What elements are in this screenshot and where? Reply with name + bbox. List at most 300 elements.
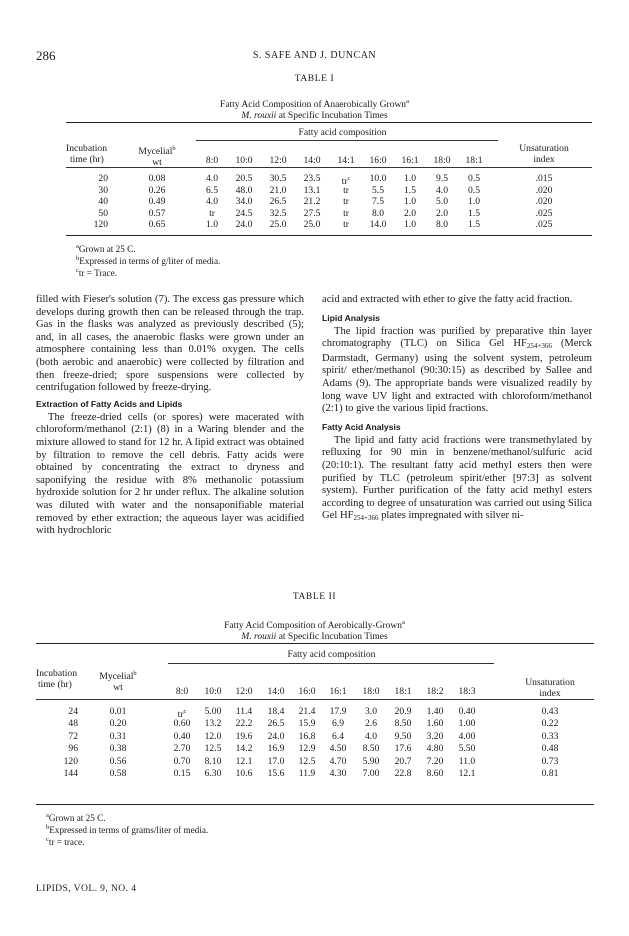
- footnote-text: tr = Trace.: [78, 268, 117, 279]
- footnote-marker: b: [46, 824, 50, 831]
- table-1-cell-text: 20.5: [235, 173, 253, 184]
- table-2-cell-sup: c: [183, 708, 187, 715]
- right-heading-lipid-analysis: Lipid Analysis: [322, 312, 380, 323]
- table-2-cell: [36, 768, 78, 779]
- table-2-cell-text: 0.15: [173, 768, 191, 779]
- table-1-cell: [362, 208, 394, 219]
- table-1-cell: [66, 185, 108, 196]
- table-2-cell: [197, 756, 229, 767]
- table-1-cell: [196, 173, 228, 184]
- table-2-col-incubation-l1: Incubation: [36, 668, 78, 679]
- table-2-cell: [36, 731, 78, 742]
- table-2-cell: [197, 743, 229, 754]
- table-1-col-incubation-l2: time (hr): [70, 154, 104, 165]
- table-1-cell: [228, 208, 260, 219]
- table-2-cell: [260, 718, 292, 729]
- table-1-cell-text: 5.5: [372, 184, 384, 196]
- table-1-cell-text: 25.0: [303, 219, 321, 230]
- table-1-cell: [330, 208, 362, 219]
- table-2-cell-text: 16.8: [298, 730, 316, 742]
- table-2-cell: [260, 743, 292, 754]
- table-1-cell-text: 30.5: [269, 173, 287, 184]
- table-2-cell-text: 0.60: [173, 718, 191, 730]
- table-1-cell: [330, 219, 362, 230]
- table-2-cell: [260, 756, 292, 767]
- table-2-cell: [228, 718, 260, 729]
- table-2-col-mycelial: [90, 668, 146, 693]
- table-2-cell-text: 6.9: [332, 718, 344, 730]
- table-1-cell-text: 0.08: [148, 173, 166, 184]
- right-p2-part-b: (Merck Darmstadt, Germany) using the solvent system, petroleum spirit/ ether/methanol (90:30:15) as described by Sallee and Adams (9). The appropriate bands were visualized readily by long wave UV light and extracted with chloroform/methanol (2:1) to give the various lipid fractions.: [322, 338, 592, 415]
- table-1-acid-header-text: 16:1: [401, 155, 419, 166]
- table-1-cell: [426, 173, 458, 184]
- table-1-col-incubation: [66, 143, 107, 165]
- footnote-text: Grown at 25 C.: [78, 244, 136, 255]
- table-1-cell-text: 1.0: [206, 219, 218, 230]
- table-2-cell: [166, 731, 198, 742]
- table-1-cell-text: tr: [343, 184, 349, 196]
- table-1-cell: [330, 196, 362, 207]
- right-p2-part-a: The lipid fraction was purified by preparative thin layer chromatography (TLC) on Silica Gel HF: [322, 325, 592, 350]
- table-2-col-mycelial-sup: b: [133, 670, 137, 677]
- table-2-cell: [197, 706, 229, 717]
- table-2-cell-text: 2.6: [365, 718, 377, 730]
- table-1-cell: [262, 208, 294, 219]
- table-2-cell-text: 0.56: [109, 755, 127, 767]
- table-1-col-mycelial-sup: b: [172, 145, 176, 152]
- table-2-cell: [36, 756, 78, 767]
- table-2-cell-text: 48: [68, 718, 78, 730]
- table-2-cell: [451, 706, 483, 717]
- table-2-col-unsat-l2: index: [539, 688, 561, 699]
- table-1-cell-text: 1.0: [404, 173, 416, 184]
- table-2-cell-text: 2.70: [173, 743, 191, 755]
- table-1-cell-sup: c: [347, 175, 351, 182]
- table-2-acid-header-text: 18:3: [458, 686, 476, 697]
- table-2-cell-text: 11.4: [235, 706, 253, 717]
- table-2-cell-text: 0.20: [109, 718, 127, 730]
- table-1-cell-text: 1.0: [404, 219, 416, 230]
- table-1-cell-text: 0.5: [468, 184, 480, 196]
- table-2-cell: [419, 756, 451, 767]
- table-1-acid-header-text: 14:0: [303, 155, 321, 166]
- table-1-cell: [458, 219, 490, 230]
- table-2-cell: [387, 756, 419, 767]
- table-1-cell-text: 34.0: [235, 196, 253, 207]
- table-1-cell: [128, 219, 186, 230]
- table-1-cell: [196, 208, 228, 219]
- table-2-cell-text: 15.9: [298, 718, 316, 730]
- table-1-cell-text: 0.26: [148, 184, 166, 196]
- footnote-text: Expressed in terms of grams/liter of media.: [49, 825, 209, 836]
- table-2-cell: [197, 768, 229, 779]
- page-number: 286: [36, 48, 56, 63]
- table-2-cell: [419, 718, 451, 729]
- running-head: S. SAFE AND J. DUNCAN: [252, 50, 377, 61]
- table-2-cell: [355, 768, 387, 779]
- table-2-cell-text: 0.48: [541, 743, 559, 755]
- table-1-spanner-rule: [196, 140, 498, 141]
- table-2-cell: [228, 768, 260, 779]
- table-2-cell-text: 12.1: [458, 768, 476, 779]
- table-2-cell-text: 17.9: [329, 706, 347, 717]
- table-2-cell: [90, 706, 146, 717]
- table-1-cell: [128, 208, 186, 219]
- table-2-cell-text: 3.0: [365, 706, 377, 717]
- table-2-cell: [355, 731, 387, 742]
- table-2-cell: [322, 731, 354, 742]
- table-2-cell: [355, 718, 387, 729]
- right-p3-subscript: 254+366: [353, 514, 379, 523]
- table-1-acid-header: [330, 155, 362, 166]
- table-1-cell: [458, 185, 490, 196]
- table-2-cell-text: tr: [177, 709, 184, 721]
- table-1-cell: [505, 185, 583, 196]
- table-2-spanner: Fatty acid composition: [287, 649, 376, 660]
- table-2-cell: [90, 718, 146, 729]
- table-1-acid-header-text: 12:0: [269, 155, 287, 166]
- table-2-cell-text: 96: [68, 743, 78, 755]
- table-2-cell-text: 18.4: [267, 706, 285, 717]
- table-2-spanner-rule: [168, 663, 494, 664]
- footnote-text: tr = trace.: [48, 837, 85, 848]
- table-2-cell-text: 0.01: [109, 706, 127, 717]
- table-2-col-incubation-l2: time (hr): [38, 679, 72, 690]
- table-2-acid-header-text: 12:0: [235, 686, 253, 697]
- footnote-marker: b: [76, 255, 80, 262]
- table-2-acid-header-text: 16:1: [329, 686, 347, 697]
- table-1-cell: [362, 173, 394, 184]
- table-2-cell-text: 12.1: [235, 755, 253, 767]
- right-paragraph-1: acid and extracted with ether to give the fatty acid fraction.: [322, 294, 573, 305]
- table-1-cell: [458, 173, 490, 184]
- table-1-cell: [426, 196, 458, 207]
- table-2-acid-header: [228, 686, 260, 697]
- table-1-cell-text: 4.0: [206, 173, 218, 184]
- table-2-cell-text: 7.20: [426, 755, 444, 767]
- table-2-cell: [510, 706, 590, 717]
- table-2-cell-text: 8.50: [394, 718, 412, 730]
- table-1-spanner: Fatty acid composition: [298, 127, 387, 138]
- left-heading-extraction: Extraction of Fatty Acids and Lipids: [36, 398, 183, 409]
- table-1-cell: [505, 219, 583, 230]
- table-2-cell-text: 0.31: [109, 730, 127, 742]
- table-2-acid-header: [322, 686, 354, 697]
- table-2-cell: [228, 706, 260, 717]
- table-1-acid-header: [228, 155, 260, 166]
- table-1-cell: [505, 173, 583, 184]
- table-1-cell: [458, 208, 490, 219]
- table-2-cell-text: 4.50: [329, 743, 347, 755]
- table-2-cell-text: 8.10: [204, 755, 222, 767]
- table-1-cell: [228, 173, 260, 184]
- table-2-label: TABLE II: [292, 592, 337, 602]
- table-1-cell: [66, 173, 108, 184]
- table-1-acid-header-text: 10:0: [235, 155, 253, 166]
- table-2-cell: [36, 718, 78, 729]
- table-1-cell-text: .020: [535, 196, 553, 207]
- table-2-cell: [260, 731, 292, 742]
- table-1-cell: [426, 208, 458, 219]
- table-1-acid-header-text: 14:1: [337, 155, 355, 166]
- table-1-cell: [196, 185, 228, 196]
- table-1-caption-species: M. rouxii: [241, 111, 277, 122]
- table-1-cell: [128, 173, 186, 184]
- table-1-cell: [228, 196, 260, 207]
- table-2-caption-sup: a: [401, 619, 405, 626]
- table-2-acid-header: [197, 686, 229, 697]
- table-2-cell-text: 0.22: [541, 718, 559, 730]
- table-2-col-mycelial-l2: wt: [113, 682, 123, 694]
- table-1-cell-text: .015: [535, 173, 553, 184]
- table-2-footnote: [46, 834, 84, 848]
- table-2-acid-header: [260, 686, 292, 697]
- table-1-cell: [228, 219, 260, 230]
- table-2-cell: [197, 731, 229, 742]
- table-1-cell-text: 7.5: [372, 196, 384, 207]
- table-2-cell: [355, 706, 387, 717]
- table-2-cell: [451, 731, 483, 742]
- table-2-acid-header-text: 18:1: [394, 686, 412, 697]
- table-2-cell-text: 22.8: [394, 768, 412, 779]
- table-2-cell-text: 20.9: [394, 706, 412, 717]
- table-2-cell-text: 7.00: [362, 768, 380, 779]
- table-2-cell: [90, 756, 146, 767]
- table-2-cell: [260, 768, 292, 779]
- table-2-cell: [166, 718, 198, 729]
- table-1-cell: [296, 219, 328, 230]
- table-1-cell-text: 25.0: [269, 219, 287, 230]
- table-1-bottom-rule: [66, 235, 592, 236]
- table-2-acid-header-text: 8:0: [175, 686, 189, 697]
- table-1-cell-text: 8.0: [436, 219, 448, 230]
- journal-footer: LIPIDS, VOL. 9, NO. 4: [36, 883, 137, 894]
- table-2-cell: [228, 743, 260, 754]
- table-2-cell: [419, 706, 451, 717]
- table-2-acid-header-text: 18:2: [426, 686, 444, 697]
- table-2-cell-text: 8.50: [362, 743, 380, 755]
- table-1-cell-text: 6.5: [206, 184, 218, 196]
- table-2-cell-text: 0.58: [109, 768, 127, 779]
- table-1-cell-text: 10.0: [369, 173, 387, 184]
- table-2-cell-text: 12.5: [204, 743, 222, 755]
- table-1-cell-text: 2.0: [436, 207, 448, 219]
- table-1-cell-text: 13.1: [303, 184, 321, 196]
- table-2-caption: [0, 617, 629, 643]
- table-2-cell-text: 4.70: [329, 755, 347, 767]
- table-2-acid-header: [291, 686, 323, 697]
- table-1-acid-header-text: 18:0: [433, 155, 451, 166]
- table-2-cell-text: 24.0: [267, 730, 285, 742]
- table-1-header-rule: [66, 167, 592, 168]
- table-2-cell: [451, 756, 483, 767]
- table-1-cell-text: 5.0: [436, 196, 448, 207]
- table-1-top-rule: [66, 122, 592, 123]
- table-1-cell: [128, 185, 186, 196]
- table-2-cell: [355, 743, 387, 754]
- table-1-cell: [394, 173, 426, 184]
- table-2-cell: [36, 743, 78, 754]
- table-2-cell: [451, 743, 483, 754]
- table-1-cell-text: 1.0: [468, 196, 480, 207]
- table-1-caption: [0, 96, 629, 122]
- table-2-cell: [291, 743, 323, 754]
- table-1-cell-text: 8.0: [372, 207, 384, 219]
- table-1-acid-header-text: 18:1: [465, 155, 483, 166]
- table-2-cell: [322, 718, 354, 729]
- table-1-cell: [394, 208, 426, 219]
- table-2-cell: [90, 731, 146, 742]
- left-column: [36, 294, 304, 538]
- table-2-cell: [197, 718, 229, 729]
- table-2-cell: [291, 718, 323, 729]
- table-1-cell-text: 21.2: [303, 196, 321, 207]
- table-2-cell-text: 1.00: [458, 718, 476, 730]
- table-1-cell-text: .025: [535, 219, 553, 230]
- table-2-cell: [228, 756, 260, 767]
- table-2-cell: [291, 756, 323, 767]
- table-2-header-rule: [36, 699, 594, 700]
- table-1-cell: [66, 208, 108, 219]
- footnote-marker: c: [46, 836, 49, 843]
- table-2-cell: [291, 731, 323, 742]
- table-2-col-unsat-l1: Unsaturation: [525, 677, 575, 688]
- table-2-cell: [419, 768, 451, 779]
- table-1-cell-text: 30: [98, 184, 108, 196]
- table-2-acid-header: [166, 686, 198, 697]
- table-1-cell: [296, 185, 328, 196]
- table-1-cell: [66, 219, 108, 230]
- table-1-cell-text: 27.5: [303, 207, 321, 219]
- table-1-cell: [426, 219, 458, 230]
- table-1-cell: [394, 185, 426, 196]
- table-2-cell-text: 6.4: [332, 730, 344, 742]
- table-1-cell-text: 2.0: [404, 207, 416, 219]
- table-1-cell: [66, 196, 108, 207]
- table-1-caption-sup: a: [406, 98, 409, 105]
- table-1-acid-header-text: 16:0: [369, 155, 387, 166]
- table-2-cell: [166, 756, 198, 767]
- table-1-cell: [505, 208, 583, 219]
- table-2-cell: [387, 768, 419, 779]
- table-2-cell: [387, 706, 419, 717]
- table-1-cell-text: 0.57: [148, 207, 166, 219]
- table-2-cell: [291, 706, 323, 717]
- right-p3-part-a: The lipid and fatty acid fractions were transmethylated by refluxing for 90 min in benzene/methanol/sulfuric acid (20:10:1). The resultant fatty acid methyl esters then were purified by TLC (petroleum spirit/ether [97:3] as solvent system). Further purification of the fatty acid methyl esters according to degree of unsaturation was carried out using Silica Gel HF: [322, 434, 592, 522]
- table-1-cell: [394, 196, 426, 207]
- table-2-cell: [387, 718, 419, 729]
- table-1-cell-text: 50: [98, 207, 108, 219]
- table-2-cell-text: 0.43: [541, 706, 559, 717]
- table-2-bottom-rule: [36, 804, 594, 805]
- table-1-acid-header: [426, 155, 458, 166]
- table-1-label: TABLE I: [294, 74, 335, 84]
- table-2-cell-text: 5.90: [362, 755, 380, 767]
- table-1-cell-text: 120: [93, 219, 108, 230]
- table-2-cell: [510, 756, 590, 767]
- table-2-cell: [419, 731, 451, 742]
- table-2-cell-text: 5.50: [458, 743, 476, 755]
- table-1-caption-line2: at Specific Incubation Times: [276, 111, 388, 122]
- table-2-cell-text: 11.9: [298, 768, 316, 779]
- table-1-cell: [228, 185, 260, 196]
- table-2-acid-header-text: 16:0: [298, 686, 316, 697]
- table-2-acid-header-text: 18:0: [362, 686, 380, 697]
- table-2-acid-header: [387, 686, 419, 697]
- table-2-cell-text: 21.4: [298, 706, 316, 717]
- table-2-cell: [451, 768, 483, 779]
- right-p3-part-b: plates impregnated with silver ni-: [378, 510, 524, 522]
- table-2-cell: [451, 718, 483, 729]
- table-2-cell-text: 9.50: [394, 730, 412, 742]
- table-1-cell: [296, 208, 328, 219]
- table-1-cell: [362, 219, 394, 230]
- table-2-cell: [322, 743, 354, 754]
- table-2-caption-line1: Fatty Acid Composition of Aerobically-Grown: [224, 621, 402, 632]
- table-1-cell: [296, 173, 328, 184]
- table-1-cell: [362, 196, 394, 207]
- table-2-cell: [36, 706, 78, 717]
- table-1-footnote: [76, 265, 117, 279]
- table-2-cell-text: 11.0: [458, 755, 476, 767]
- table-1-cell: [262, 196, 294, 207]
- table-1-cell: [458, 196, 490, 207]
- table-1-acid-header: [262, 155, 294, 166]
- table-2-col-unsaturation: [510, 677, 590, 699]
- table-1-cell-text: tr: [343, 219, 349, 230]
- table-2-cell-text: 4.0: [365, 730, 377, 742]
- table-2-cell-text: 6.30: [204, 768, 222, 779]
- table-2-cell-text: 5.00: [204, 706, 222, 717]
- table-2-cell-text: 10.6: [235, 768, 253, 779]
- table-1-cell-text: 48.0: [235, 184, 253, 196]
- table-1-cell-text: 20: [98, 173, 108, 184]
- table-2-cell-text: 24: [68, 706, 78, 717]
- table-1-cell: [426, 185, 458, 196]
- table-1-col-mycelial-l1: Mycelial: [138, 146, 173, 158]
- table-2-acid-header-text: 10:0: [204, 686, 222, 697]
- table-1-cell: [330, 185, 362, 196]
- table-2-cell-text: 16.9: [267, 743, 285, 755]
- table-2-cell-text: 0.40: [173, 730, 191, 742]
- table-2-cell-text: 15.6: [267, 768, 285, 779]
- table-1-cell-text: 4.0: [436, 184, 448, 196]
- table-2-cell-text: 0.81: [541, 768, 559, 779]
- table-1-cell-text: tr: [341, 176, 348, 188]
- table-2-cell: [322, 756, 354, 767]
- table-2-col-incubation: [36, 668, 77, 690]
- table-2-cell: [387, 743, 419, 754]
- table-2-cell: [510, 731, 590, 742]
- table-2-cell-text: 26.5: [267, 718, 285, 730]
- table-1-cell-text: 0.5: [468, 173, 480, 184]
- table-2-cell: [260, 706, 292, 717]
- table-1-cell-text: 0.65: [148, 219, 166, 230]
- table-2-cell-text: 14.2: [235, 743, 253, 755]
- table-1-cell-text: 1.5: [468, 219, 480, 230]
- table-1-cell-text: 1.5: [404, 184, 416, 196]
- table-2-cell-text: 4.80: [426, 743, 444, 755]
- table-2-cell: [166, 743, 198, 754]
- table-1-caption-line1: Fatty Acid Composition of Anaerobically Grown: [220, 100, 407, 111]
- right-paragraph-3: [322, 435, 592, 525]
- table-2-col-mycelial-l1: Mycelial: [99, 671, 134, 683]
- table-1-col-mycelial: [128, 143, 186, 168]
- table-1-cell: [296, 196, 328, 207]
- right-column: [322, 294, 592, 525]
- table-1-cell: [196, 196, 228, 207]
- table-1-cell: [196, 219, 228, 230]
